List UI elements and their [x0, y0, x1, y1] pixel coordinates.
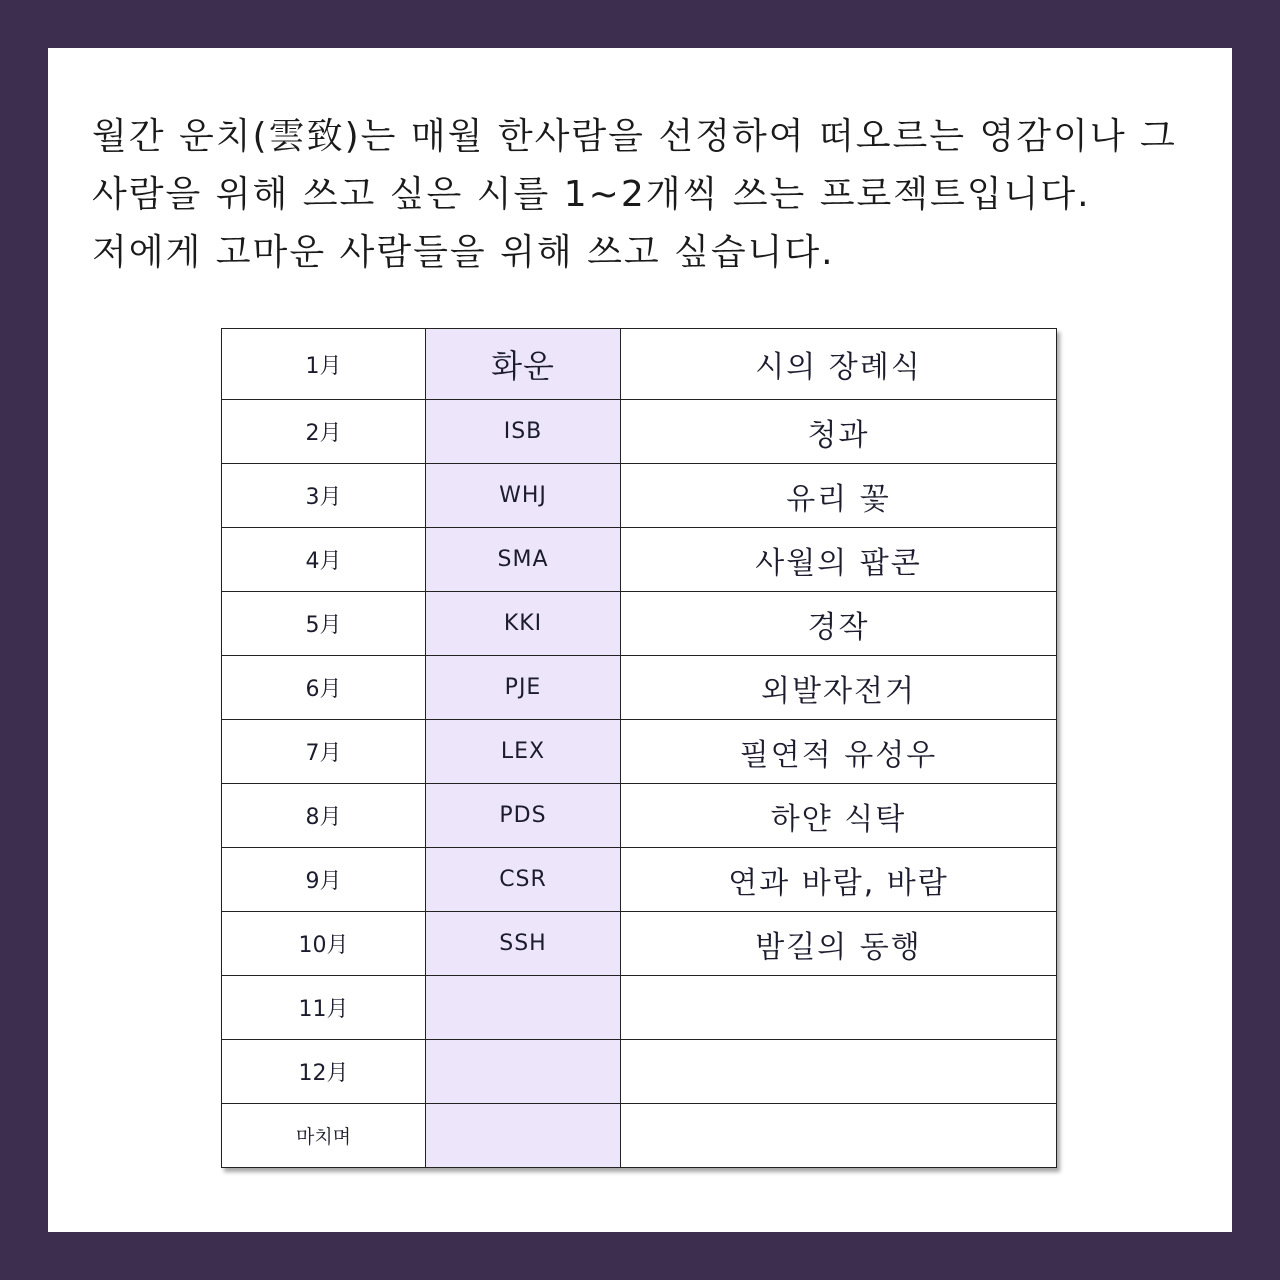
title-cell: 경작 — [621, 592, 1057, 656]
table-row — [222, 1104, 1057, 1168]
table-row — [222, 912, 1057, 976]
title-cell — [621, 1040, 1057, 1104]
title-cell — [621, 976, 1057, 1040]
table-row — [222, 464, 1057, 528]
name-cell: WHJ — [426, 464, 621, 528]
title-cell: 연과 바람, 바람 — [621, 848, 1057, 912]
name-cell: PDS — [426, 784, 621, 848]
month-cell: 9月 — [222, 848, 426, 912]
month-cell: 11月 — [222, 976, 426, 1040]
title-cell: 사월의 팝콘 — [621, 528, 1057, 592]
month-cell: 마치며 — [222, 1104, 426, 1168]
table-row — [222, 784, 1057, 848]
name-cell: PJE — [426, 656, 621, 720]
name-cell: LEX — [426, 720, 621, 784]
month-cell: 4月 — [222, 528, 426, 592]
month-cell: 10月 — [222, 912, 426, 976]
month-cell: 12月 — [222, 1040, 426, 1104]
name-cell: 화운 — [426, 329, 621, 400]
table-row — [222, 400, 1057, 464]
name-cell — [426, 1104, 621, 1168]
name-cell: CSR — [426, 848, 621, 912]
title-cell: 유리 꽃 — [621, 464, 1057, 528]
table-row — [222, 1040, 1057, 1104]
month-cell: 8月 — [222, 784, 426, 848]
title-cell: 하얀 식탁 — [621, 784, 1057, 848]
month-cell: 3月 — [222, 464, 426, 528]
title-cell: 외발자전거 — [621, 656, 1057, 720]
table-row — [222, 528, 1057, 592]
name-cell: ISB — [426, 400, 621, 464]
intro-line: 사람을 위해 쓰고 싶은 시를 1~2개씩 쓰는 프로젝트입니다. — [92, 174, 1091, 215]
month-cell: 2月 — [222, 400, 426, 464]
table-row — [222, 720, 1057, 784]
month-cell: 1月 — [222, 329, 426, 400]
name-cell: KKI — [426, 592, 621, 656]
name-cell — [426, 1040, 621, 1104]
title-cell: 밤길의 동행 — [621, 912, 1057, 976]
name-cell — [426, 976, 621, 1040]
name-cell: SSH — [426, 912, 621, 976]
table-row — [222, 329, 1057, 400]
intro-line: 저에게 고마운 사람들을 위해 쓰고 싶습니다. — [92, 232, 835, 273]
title-cell: 시의 장례식 — [621, 329, 1057, 400]
table-row — [222, 656, 1057, 720]
name-cell: SMA — [426, 528, 621, 592]
table-row — [222, 848, 1057, 912]
table-row — [222, 592, 1057, 656]
title-cell — [621, 1104, 1057, 1168]
intro-text — [92, 108, 1192, 282]
schedule-table — [221, 328, 1057, 1168]
table-row — [222, 976, 1057, 1040]
content-card — [48, 48, 1232, 1232]
title-cell: 청과 — [621, 400, 1057, 464]
title-cell: 필연적 유성우 — [621, 720, 1057, 784]
month-cell: 6月 — [222, 656, 426, 720]
intro-line: 월간 운치(雲致)는 매월 한사람을 선정하여 떠오르는 영감이나 그 — [92, 116, 1177, 157]
month-cell: 5月 — [222, 592, 426, 656]
month-cell: 7月 — [222, 720, 426, 784]
